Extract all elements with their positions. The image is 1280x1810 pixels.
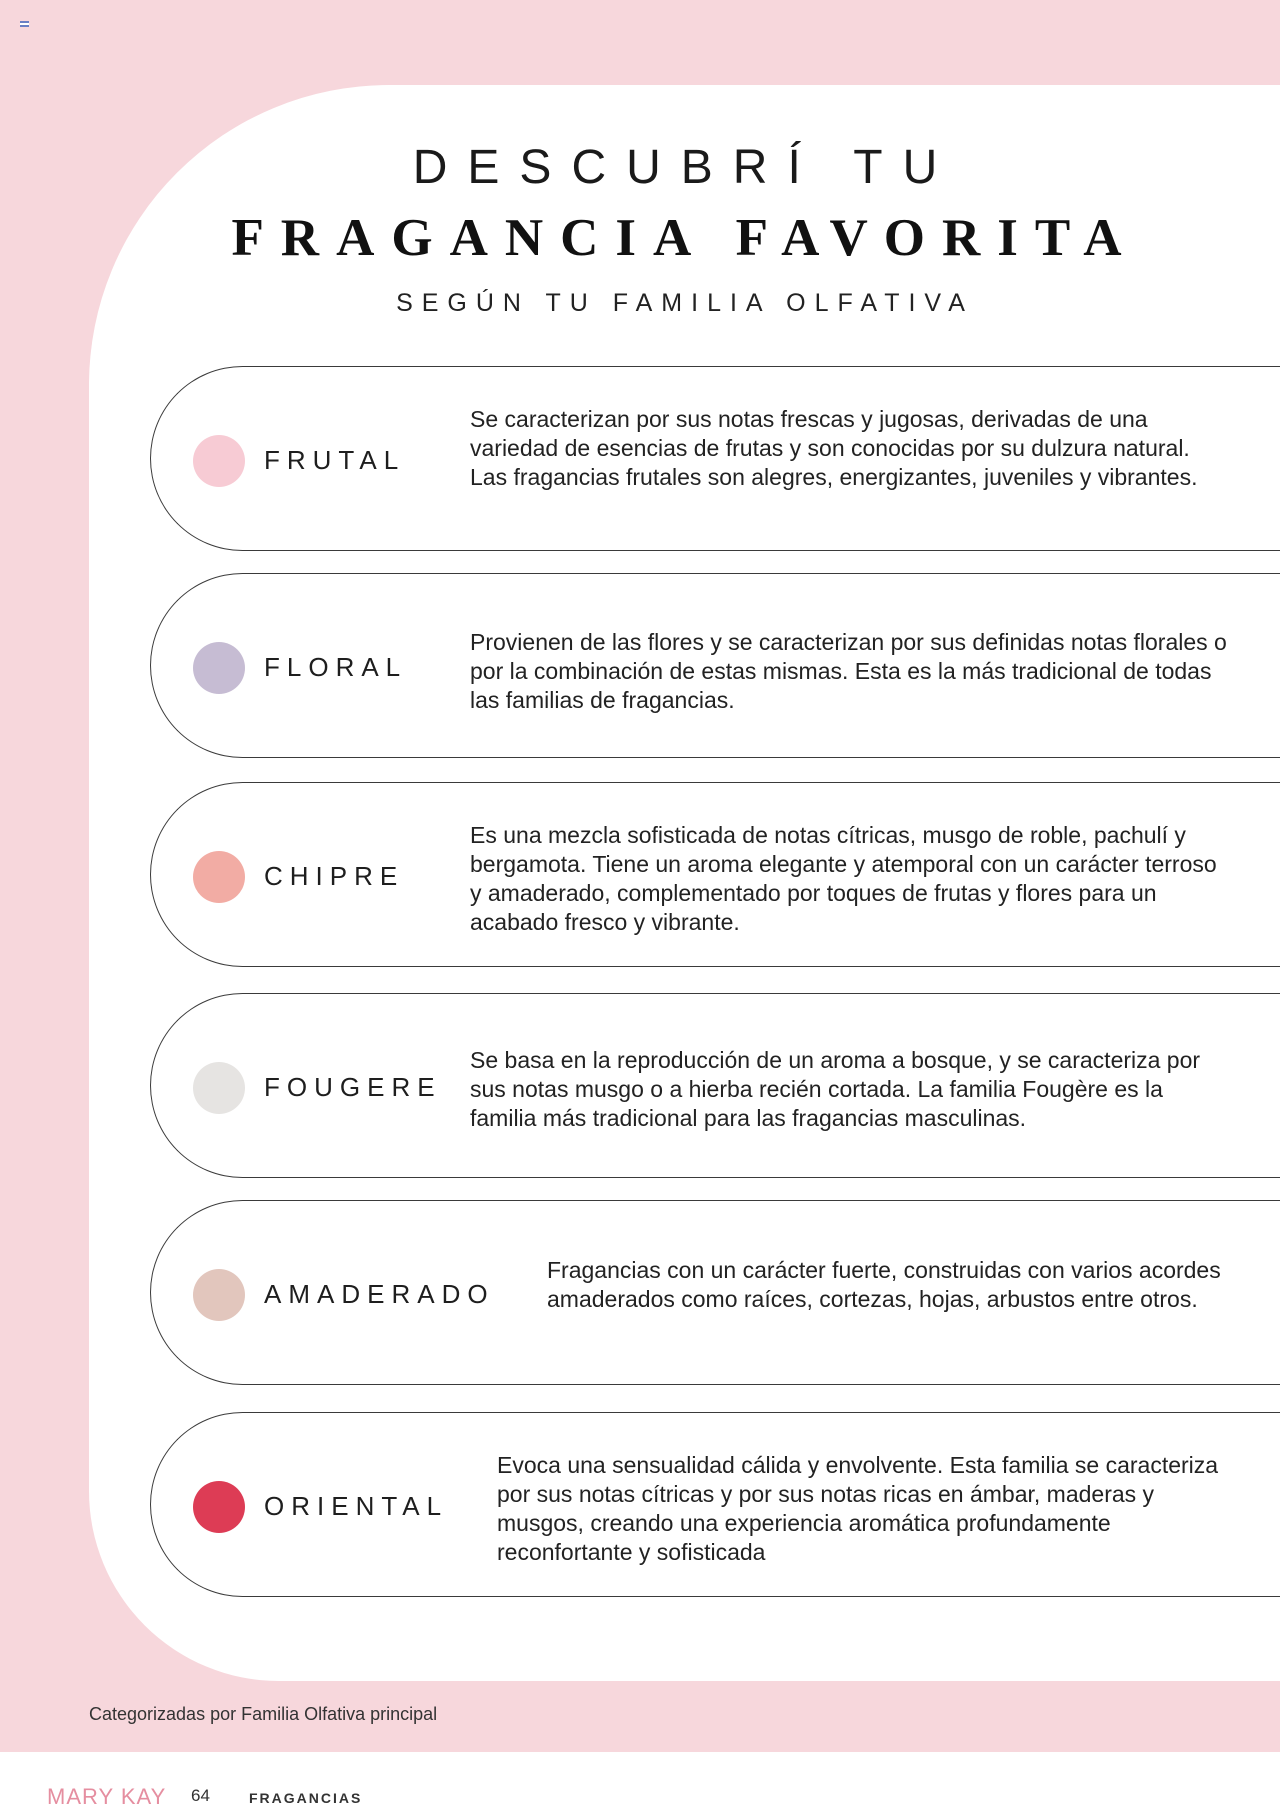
family-fougere (150, 993, 1280, 1178)
family-floral (150, 573, 1280, 758)
page-subtitle: SEGÚN TU FAMILIA OLFATIVA (396, 289, 974, 317)
family-frutal (150, 366, 1280, 551)
brand-logo: MARY KAY (47, 1784, 167, 1809)
family-name: FLORAL (264, 652, 408, 682)
oriental-color-dot (193, 1481, 245, 1533)
family-chipre (150, 782, 1280, 967)
family-description: Fragancias con un carácter fuerte, construidas con varios acordes amaderados como raíces, cortezas, hojas, arbustos entre otros. (547, 1257, 1221, 1312)
floral-color-dot (193, 642, 245, 694)
family-name: ORIENTAL (264, 1491, 449, 1521)
footnote: Categorizadas por Familia Olfativa principal (89, 1704, 438, 1724)
family-description: Evoca una sensualidad cálida y envolvente. Esta familia se caracteriza por sus notas cítricas y por sus notas ricas en ámbar, maderas y musgos, creando una experiencia aromática profundamente reconfortante y sofisticada (497, 1452, 1219, 1565)
section-label: FRAGANCIAS (249, 1790, 363, 1806)
chipre-color-dot (193, 851, 245, 903)
family-description: Se basa en la reproducción de un aroma a bosque, y se caracteriza por sus notas musgo o a hierba recién cortada. La familia Fougère es la familia más tradicional para las fragancias masculinas. (470, 1047, 1201, 1131)
frutal-color-dot (193, 435, 245, 487)
family-description: Provienen de las flores y se caracterizan por sus definidas notas florales o por la combinación de estas mismas. Esta es la más tradicional de todas las familias de fragancias. (470, 629, 1227, 713)
family-oriental (150, 1412, 1280, 1597)
fougere-color-dot (193, 1062, 245, 1114)
family-name: FOUGERE (264, 1072, 442, 1102)
family-name: CHIPRE (264, 861, 405, 891)
flag-icon (20, 21, 29, 28)
page-number: 64 (191, 1786, 210, 1805)
page-title-line2: FRAGANCIA FAVORITA (231, 209, 1139, 267)
page-title-line1: DESCUBRÍ TU (412, 141, 958, 194)
family-amaderado (150, 1200, 1280, 1385)
family-description: Es una mezcla sofisticada de notas cítricas, musgo de roble, pachulí y bergamota. Tiene un aroma elegante y atemporal con un carácter terroso y amaderado, complementado por toques de frutas y flores para un acabado fresco y vibrante. (470, 822, 1217, 935)
family-name: AMADERADO (264, 1279, 495, 1309)
family-description: Se caracterizan por sus notas frescas y jugosas, derivadas de una variedad de esencias de frutas y son conocidas por su dulzura natural. Las fragancias frutales son alegres, energizantes, juveniles y vibrantes. (470, 406, 1198, 490)
family-name: FRUTAL (264, 445, 406, 475)
amaderado-color-dot (193, 1269, 245, 1321)
